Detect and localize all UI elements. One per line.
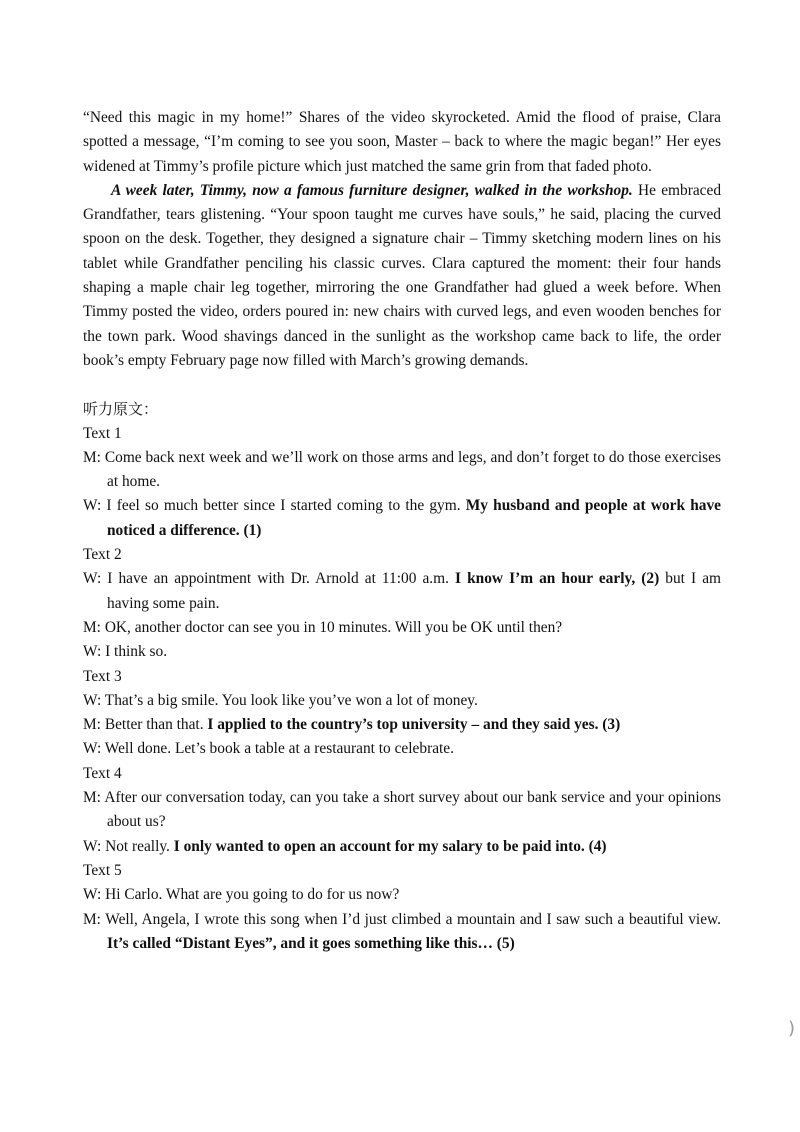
dialogue-key-answer: My husband and people at work have noticed a difference. (1) bbox=[107, 497, 721, 539]
dialogue-line bbox=[83, 713, 721, 737]
speaker-label: M: bbox=[83, 448, 101, 466]
dialogue-text: I have an appointment with Dr. Arnold at 11:00 a.m. bbox=[101, 570, 456, 588]
dialogue-text-after: but I am having some pain. bbox=[107, 570, 721, 612]
dialogue-line bbox=[83, 446, 721, 495]
dialogue-text: Better than that. bbox=[100, 716, 208, 734]
speaker-label: M: bbox=[83, 910, 101, 928]
dialogue-text: Well, Angela, I wrote this song when I’d just climbed a mountain and I saw such a beautiful view. bbox=[100, 910, 721, 928]
dialogue-line bbox=[83, 689, 721, 713]
speaker-label: W: bbox=[83, 886, 102, 904]
speaker-label: M: bbox=[83, 716, 101, 734]
dialogue-text: Come back next week and we’ll work on those arms and legs, and don’t forget to do those exercises at home. bbox=[100, 448, 721, 491]
speaker-label: W: bbox=[83, 740, 102, 758]
dialogue-line bbox=[83, 908, 721, 957]
text-label: Text 3 bbox=[83, 667, 122, 685]
story-paragraph-2-lead: A week later, Timmy, now a famous furniture designer, walked in the workshop. bbox=[111, 181, 633, 199]
text-label: Text 5 bbox=[83, 861, 122, 879]
dialogue-text: OK, another doctor can see you in 10 minutes. Will you be OK until then? bbox=[100, 618, 563, 636]
speaker-label: W: bbox=[83, 643, 102, 661]
dialogue-text: I think so. bbox=[101, 643, 168, 661]
text-label: Text 4 bbox=[83, 764, 122, 782]
dialogue-line bbox=[83, 567, 721, 616]
dialogue-key-answer: It’s called “Distant Eyes”, and it goes something like this… (5) bbox=[107, 934, 515, 952]
dialogue-key-answer: I know I’m an hour early, (2) bbox=[455, 570, 660, 588]
dialogue-text: I feel so much better since I started coming to the gym. bbox=[101, 497, 466, 515]
dialogue-text: That’s a big smile. You look like you’ve won a lot of money. bbox=[101, 691, 478, 709]
story-paragraph-2 bbox=[83, 179, 721, 373]
page-edge-mark: ) bbox=[788, 1018, 796, 1039]
dialogue-text: Hi Carlo. What are you going to do for us now? bbox=[101, 886, 400, 904]
dialogue-line bbox=[83, 640, 721, 664]
dialogue-key-answer: I applied to the country’s top university – and they said yes. (3) bbox=[207, 716, 621, 734]
dialogue-text: Well done. Let’s book a table at a restaurant to celebrate. bbox=[101, 740, 454, 758]
listening-heading: 听力原文： bbox=[83, 400, 159, 419]
story-paragraph-2-rest: He embraced Grandfather, tears glistening. “Your spoon taught me curves have souls,” he said, placing the curved spoon on the desk. Together, they designed a signature chair – Timmy sketching modern lines on his tablet while Grandfather penciling his classic curves. Clara captured the moment: their four hands shaping a maple chair leg together, mirroring the one Grandfather had glued a week before. When Timmy posted the video, orders poured in: new chairs with curved legs, and even wooden benches for the town park. Wood shavings danced in the sunlight as the workshop came back to life, the order book’s empty February page now filled with March’s growing demands. bbox=[83, 181, 722, 369]
section-gap bbox=[83, 373, 721, 397]
dialogue-line bbox=[83, 835, 721, 859]
dialogue-line bbox=[83, 786, 721, 835]
document-page bbox=[83, 106, 721, 956]
speaker-label: M: bbox=[83, 618, 101, 636]
dialogue-text: After our conversation today, can you take a short survey about our bank service and your opinions about us? bbox=[100, 789, 721, 831]
speaker-label: W: bbox=[83, 691, 102, 709]
dialogue-line bbox=[83, 616, 721, 640]
dialogue-line bbox=[83, 883, 721, 907]
speaker-label: M: bbox=[83, 789, 101, 807]
dialogue-line bbox=[83, 494, 721, 543]
speaker-label: W: bbox=[83, 570, 102, 588]
dialogue-text: Not really. bbox=[101, 837, 174, 855]
dialogue-key-answer: I only wanted to open an account for my salary to be paid into. (4) bbox=[173, 837, 607, 855]
text-label: Text 2 bbox=[83, 546, 122, 564]
story-paragraph-1: “Need this magic in my home!” Shares of the video skyrocketed. Amid the flood of praise, Clara spotted a message, “I’m coming to see you soon, Master – back to where the magic began!” Her eyes widened at Timmy’s profile picture which just matched the same grin from that faded photo. bbox=[83, 109, 721, 175]
speaker-label: W: bbox=[83, 837, 102, 855]
listening-transcript bbox=[83, 422, 721, 957]
dialogue-line bbox=[83, 737, 721, 761]
text-label: Text 1 bbox=[83, 424, 122, 442]
speaker-label: W: bbox=[83, 497, 102, 515]
